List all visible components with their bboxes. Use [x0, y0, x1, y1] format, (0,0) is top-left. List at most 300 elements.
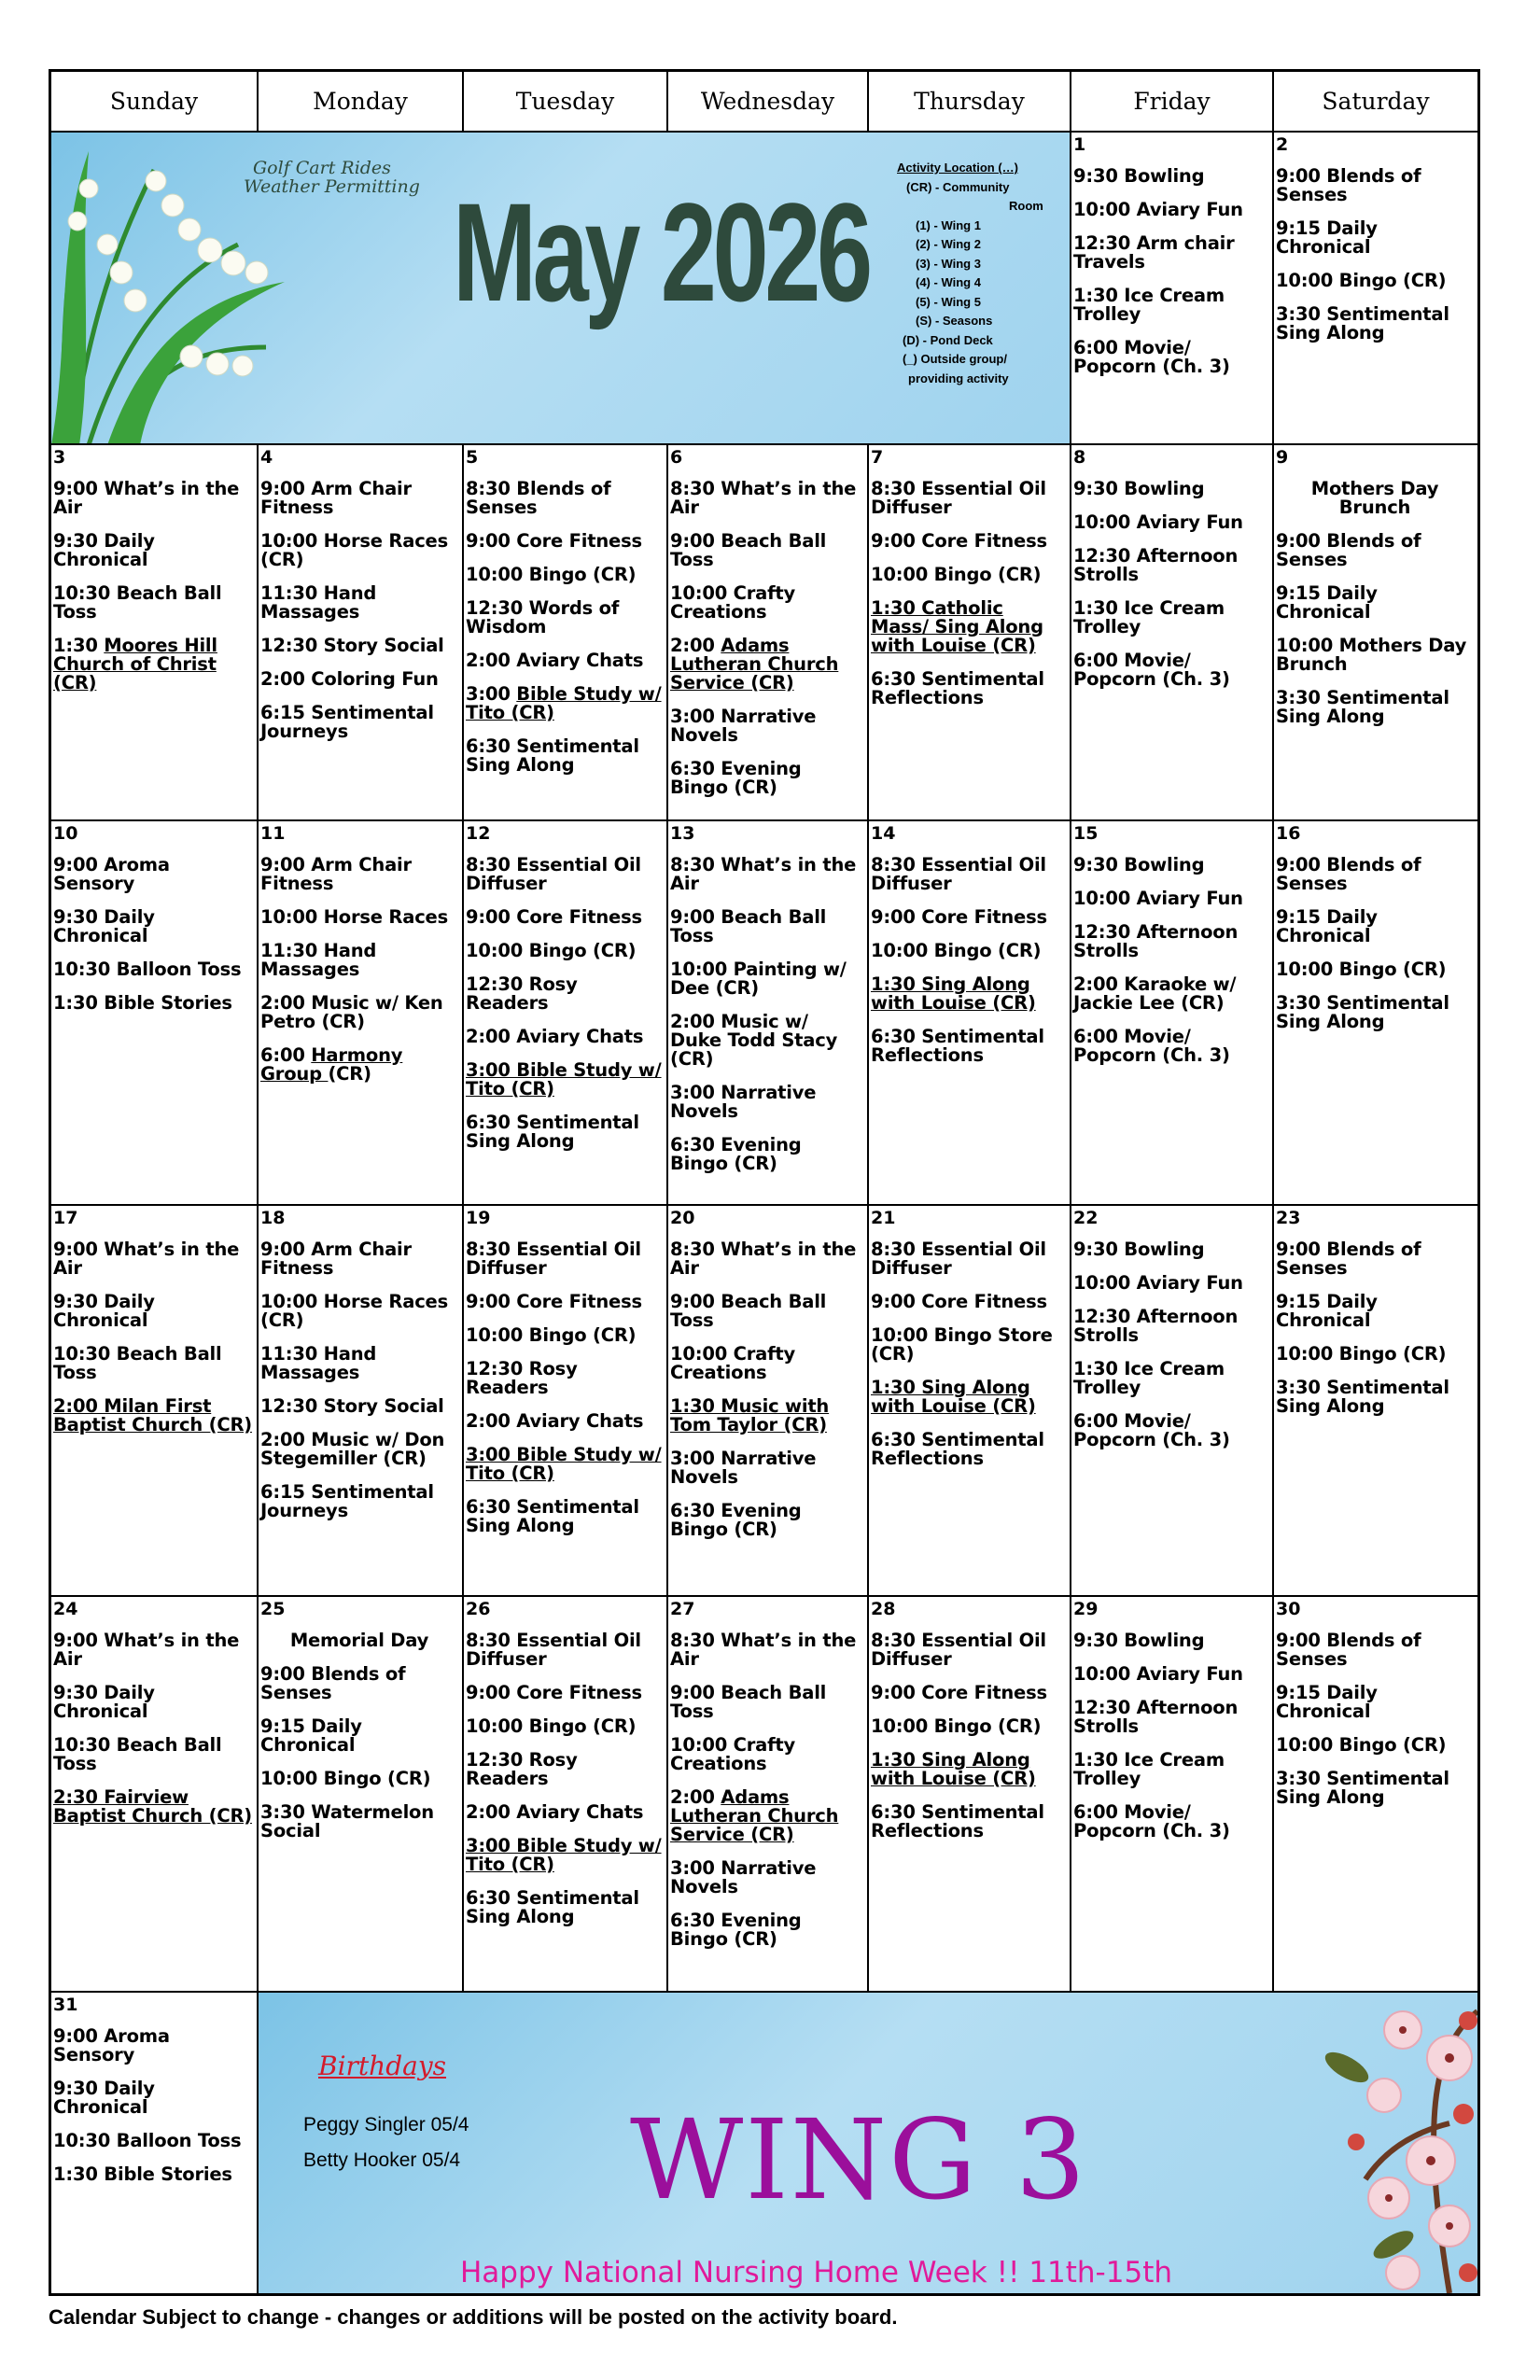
activity-text: 9:00 What’s in the Air: [53, 1239, 240, 1279]
activity-item: [51, 2079, 257, 2117]
activity-text: 2:00 Aviary Chats: [466, 1801, 644, 1823]
activity-text: 9:15 Daily Chronical: [1276, 906, 1378, 946]
date-number: 27: [670, 1599, 695, 1619]
date-number: 20: [670, 1208, 695, 1228]
day-header-6: Saturday: [1274, 72, 1477, 133]
date-number: 15: [1073, 823, 1099, 844]
activity-item: [464, 1751, 666, 1788]
wing-label: WING 3: [630, 2095, 1087, 2224]
calendar-grid: [49, 69, 1480, 2296]
activity-item: [869, 1684, 1070, 1702]
activity-item: [1274, 637, 1477, 674]
activity-item: [259, 704, 462, 741]
activity-text: 11:30 Hand Massages: [260, 940, 377, 980]
activity-text: 9:15 Daily Chronical: [1276, 1291, 1378, 1331]
activity-outside-group: 2:30 Fairview Baptist Church (CR): [53, 1786, 252, 1827]
activity-text: 9:15 Daily Chronical: [1276, 1682, 1378, 1722]
date-number: 11: [260, 823, 286, 844]
day-header-1: Monday: [259, 72, 464, 133]
activity-text: 9:30 Daily Chronical: [53, 2078, 155, 2118]
activity-text: 8:30 Essential Oil Diffuser: [466, 1630, 641, 1670]
activity-item: [668, 1345, 867, 1382]
activity-item: [51, 960, 257, 979]
activity-item: [464, 1837, 666, 1874]
activity-item: [869, 480, 1070, 517]
activity-text: 8:30 Essential Oil Diffuser: [871, 854, 1046, 894]
activity-text: 8:30 Essential Oil Diffuser: [871, 1239, 1046, 1279]
activity-text: 9:00 Blends of Senses: [1276, 530, 1421, 570]
date-number: 21: [871, 1208, 896, 1228]
activity-text: 3:00 Narrative Novels: [670, 1082, 817, 1122]
activity-item: [668, 1502, 867, 1539]
day-cell[interactable]: [1274, 133, 1477, 445]
activity-item: [51, 1345, 257, 1382]
golf-line-1: Golf Cart Rides: [253, 158, 391, 178]
day-cell[interactable]: [464, 821, 668, 1206]
activity-item: [1274, 1240, 1477, 1278]
activity-item: [464, 1113, 666, 1151]
activity-item: [1071, 1699, 1272, 1736]
activity-item: [668, 1397, 867, 1435]
activity-text: 9:00 Beach Ball Toss: [670, 1291, 827, 1331]
activity-text: 1:30 Ice Cream Trolley: [1073, 1749, 1225, 1789]
activity-item: [259, 942, 462, 979]
activity-text: 9:00 Blends of Senses: [260, 1663, 406, 1703]
activity-text: 10:00 Aviary Fun: [1073, 888, 1243, 909]
legend-line: providing activity: [908, 371, 1009, 385]
activity-text: 10:00 Bingo (CR): [466, 940, 637, 961]
activity-text: 9:30 Daily Chronical: [53, 530, 155, 570]
activity-text: 10:00 Aviary Fun: [1073, 511, 1243, 533]
activity-item: [1071, 339, 1272, 376]
activity-text: 9:00 Core Fitness: [466, 1682, 642, 1703]
day-cell[interactable]: [869, 445, 1071, 821]
activity-item: [668, 1136, 867, 1173]
activity-text: 6:30 Sentimental Reflections: [871, 668, 1044, 708]
activity-text: 6:30 Evening Bingo (CR): [670, 758, 802, 798]
activity-text: 10:00 Aviary Fun: [1073, 1663, 1243, 1685]
activity-item: [259, 1483, 462, 1520]
day-cell[interactable]: [668, 1597, 869, 1993]
activity-item: [51, 1684, 257, 1721]
activity-item: [1274, 219, 1477, 257]
activity-item: [464, 1028, 666, 1046]
activity-item: [869, 942, 1070, 960]
activity-item: [869, 1293, 1070, 1311]
activity-item: [51, 532, 257, 569]
activity-item: [464, 1631, 666, 1669]
activity-text: 3:30 Sentimental Sing Along: [1276, 687, 1449, 727]
activity-text: 2:00 Coloring Fun: [260, 668, 439, 690]
activity-text: 9:00 What’s in the Air: [53, 1630, 240, 1670]
activity-item: [1274, 305, 1477, 343]
activity-item: [51, 994, 257, 1013]
activity-outside-group: 3:00 Bible Study w/ Tito (CR): [466, 1059, 662, 1099]
activity-text: Mothers Day Brunch: [1310, 478, 1439, 518]
day-cell[interactable]: [259, 445, 464, 821]
activity-text: 9:30 Bowling: [1073, 854, 1205, 875]
activity-text: 9:30 Daily Chronical: [53, 1682, 155, 1722]
activity-text: 6:30 Evening Bingo (CR): [670, 1134, 802, 1174]
day-cell[interactable]: [668, 1206, 869, 1597]
activity-text: 3:30 Sentimental Sing Along: [1276, 303, 1449, 343]
legend-line: (5) - Wing 5: [916, 294, 981, 309]
activity-item: [464, 1326, 666, 1345]
activity-outside-group: 1:30 Catholic Mass/ Sing Along with Louise (CR): [871, 597, 1043, 656]
activity-text: 6:00 Movie/ Popcorn (Ch. 3): [1073, 650, 1230, 690]
date-number: 3: [53, 447, 66, 468]
activity-text: 2:00 Aviary Chats: [466, 1026, 644, 1047]
activity-text: 6:15 Sentimental Journeys: [260, 1481, 434, 1521]
activity-text: 2:00: [670, 635, 721, 656]
date-number: 18: [260, 1208, 286, 1228]
activity-text: 9:00 Aroma Sensory: [53, 2025, 170, 2065]
activity-text: 10:00 Bingo (CR): [466, 564, 637, 585]
day-cell[interactable]: [464, 445, 668, 821]
activity-item: [668, 480, 867, 517]
activity-item: [668, 960, 867, 998]
date-number: 25: [260, 1599, 286, 1619]
date-number: 1: [1073, 134, 1086, 155]
activity-item: [668, 1084, 867, 1121]
date-number: 29: [1073, 1599, 1099, 1619]
activity-text: 10:30 Balloon Toss: [53, 2130, 242, 2151]
golf-line-2: Weather Permitting: [244, 176, 420, 197]
activity-text: 9:30 Daily Chronical: [53, 906, 155, 946]
activity-text: 9:00 Blends of Senses: [1276, 165, 1421, 205]
day-cell[interactable]: [464, 1597, 668, 1993]
legend-line: (3) - Wing 3: [916, 256, 981, 271]
activity-location: (CR): [328, 1063, 371, 1085]
activity-item: [464, 651, 666, 670]
activity-item: [668, 908, 867, 945]
activity-item: [668, 1449, 867, 1487]
activity-item: [259, 637, 462, 655]
date-number: 17: [53, 1208, 78, 1228]
activity-item: [668, 1013, 867, 1069]
activity-item: [668, 584, 867, 622]
activity-text: 11:30 Hand Massages: [260, 1343, 377, 1383]
activity-text: 9:30 Bowling: [1073, 1239, 1205, 1260]
activity-text: 2:00 Music w/ Don Stegemiller (CR): [260, 1429, 445, 1469]
activity-item: [1274, 272, 1477, 290]
activity-text: 6:00 Movie/ Popcorn (Ch. 3): [1073, 1801, 1230, 1841]
activity-text: 8:30 What’s in the Air: [670, 854, 857, 894]
activity-text: 8:30 What’s in the Air: [670, 1239, 857, 1279]
day-cell[interactable]: [464, 1206, 668, 1597]
activity-text: 6:30 Sentimental Sing Along: [466, 1887, 639, 1927]
activity-outside-group: 3:00 Bible Study w/ Tito (CR): [466, 1835, 662, 1875]
day-header-4: Thursday: [869, 72, 1071, 133]
activity-text: 10:30 Beach Ball Toss: [53, 1734, 222, 1774]
date-number: 13: [670, 823, 695, 844]
activity-item: [1071, 234, 1272, 272]
activity-item: [1071, 1240, 1272, 1259]
activity-item: [1274, 856, 1477, 893]
activity-text: 3:00 Narrative Novels: [670, 1448, 817, 1488]
activity-item: [1071, 167, 1272, 186]
day-cell[interactable]: [1071, 1206, 1274, 1597]
legend-line: (2) - Wing 2: [916, 237, 981, 251]
activity-item: [1274, 1631, 1477, 1669]
activity-text: 12:30 Rosy Readers: [466, 1358, 578, 1398]
activity-item: [1071, 1274, 1272, 1293]
day-cell[interactable]: [1274, 1206, 1477, 1597]
activity-item: [869, 1803, 1070, 1841]
activity-text: 12:30 Afternoon Strolls: [1073, 1306, 1239, 1346]
activity-item: [464, 1684, 666, 1702]
activity-text: 10:00 Mothers Day Brunch: [1276, 635, 1467, 675]
activity-item: [869, 532, 1070, 551]
activity-outside-group: Adams Lutheran Church Service (CR): [670, 1786, 839, 1845]
activity-item: [51, 584, 257, 622]
day-cell[interactable]: [1071, 133, 1274, 445]
activity-text: 6:30 Sentimental Reflections: [871, 1026, 1044, 1066]
day-cell[interactable]: [51, 1206, 259, 1597]
date-number: 7: [871, 447, 884, 468]
activity-text: 10:00 Crafty Creations: [670, 582, 796, 623]
activity-text: 6:30 Evening Bingo (CR): [670, 1910, 802, 1950]
activity-item: [1274, 1379, 1477, 1416]
activity-text: 10:00 Bingo Store (CR): [871, 1324, 1053, 1365]
activity-text: 9:00 Core Fitness: [871, 1682, 1047, 1703]
activity-text: 9:30 Bowling: [1073, 165, 1205, 187]
activity-item: [51, 908, 257, 945]
activity-text: 3:30 Sentimental Sing Along: [1276, 1377, 1449, 1417]
activity-item: [1071, 599, 1272, 637]
activity-item: [1071, 1412, 1272, 1449]
activity-item: [259, 1293, 462, 1330]
activity-text: 6:30 Evening Bingo (CR): [670, 1500, 802, 1540]
day-cell[interactable]: [51, 821, 259, 1206]
activity-item: [464, 1293, 666, 1311]
activity-item: [51, 2165, 257, 2184]
activity-item: [464, 1360, 666, 1397]
activity-text: 12:30 Story Social: [260, 1395, 444, 1417]
activity-item: [668, 532, 867, 569]
wing-banner: [259, 1993, 1477, 2293]
activity-item: [464, 1889, 666, 1926]
activity-text: 9:00 Arm Chair Fitness: [260, 1239, 412, 1279]
activity-item: [464, 566, 666, 584]
day-cell[interactable]: [259, 1597, 464, 1993]
activity-item: [1071, 1665, 1272, 1684]
day-cell[interactable]: [869, 821, 1071, 1206]
activity-text: 2:00 Music w/ Duke Todd Stacy (CR): [670, 1011, 838, 1070]
activity-item: [668, 760, 867, 797]
activity-text: 10:00 Horse Races (CR): [260, 530, 448, 570]
activity-item: [869, 1717, 1070, 1736]
month-banner: [51, 133, 1071, 445]
activity-text: 12:30 Rosy Readers: [466, 973, 578, 1014]
activity-text: 9:00 Beach Ball Toss: [670, 530, 827, 570]
activity-text: 10:00 Aviary Fun: [1073, 199, 1243, 220]
day-header-5: Friday: [1071, 72, 1274, 133]
activity-item: [51, 1736, 257, 1773]
activity-item: [1071, 513, 1272, 532]
activity-outside-group: Moores Hill Church of Christ (CR): [53, 635, 217, 693]
activity-text: 10:00 Bingo (CR): [466, 1324, 637, 1346]
activity-item: [1071, 651, 1272, 689]
activity-text: 1:30 Bible Stories: [53, 992, 232, 1014]
activity-text: 9:00 Arm Chair Fitness: [260, 478, 412, 518]
activity-outside-group: Harmony Group: [260, 1044, 403, 1085]
activity-text: Memorial Day: [289, 1630, 429, 1651]
day-cell[interactable]: [259, 821, 464, 1206]
activity-text: 9:00 Core Fitness: [871, 1291, 1047, 1312]
activity-text: 8:30 Essential Oil Diffuser: [466, 854, 641, 894]
activity-item: [869, 1379, 1070, 1416]
date-number: 23: [1276, 1208, 1301, 1228]
date-number: 31: [53, 1995, 78, 2015]
day-cell[interactable]: [1071, 445, 1274, 821]
day-cell[interactable]: [668, 445, 869, 821]
activity-text: 9:15 Daily Chronical: [1276, 582, 1378, 623]
activity-text: 9:00 Aroma Sensory: [53, 854, 170, 894]
activity-text: 10:00 Crafty Creations: [670, 1343, 796, 1383]
activity-item: [1071, 856, 1272, 875]
activity-item: [464, 1446, 666, 1483]
activity-item: [464, 532, 666, 551]
activity-item: [668, 1911, 867, 1949]
activity-text: 8:30 Essential Oil Diffuser: [871, 1630, 1046, 1670]
activity-text: 8:30 What’s in the Air: [670, 1630, 857, 1670]
day-cell[interactable]: [1071, 1597, 1274, 1993]
day-cell[interactable]: [668, 821, 869, 1206]
activity-item: [869, 975, 1070, 1013]
date-number: 30: [1276, 1599, 1301, 1619]
day-cell[interactable]: [259, 1206, 464, 1597]
activity-text: 2:00 Karaoke w/ Jackie Lee (CR): [1073, 973, 1237, 1014]
day-cell[interactable]: [1274, 821, 1477, 1206]
activity-item: [668, 1240, 867, 1278]
activity-item: [259, 994, 462, 1031]
activity-text: 12:30 Afternoon Strolls: [1073, 921, 1239, 961]
activity-text: 12:30 Afternoon Strolls: [1073, 1697, 1239, 1737]
activity-item: [869, 1028, 1070, 1065]
activity-item: [869, 599, 1070, 655]
activity-item: [51, 637, 257, 693]
date-number: 9: [1276, 447, 1289, 468]
activity-item: [51, 1293, 257, 1330]
day-cell[interactable]: [869, 1597, 1071, 1993]
activity-item: [1071, 201, 1272, 219]
activity-text: 10:00 Bingo (CR): [1276, 959, 1447, 980]
activity-outside-group: 3:00 Bible Study w/ Tito (CR): [466, 1444, 662, 1484]
activity-text: 6:30 Sentimental Sing Along: [466, 1112, 639, 1152]
activity-item: [464, 942, 666, 960]
activity-outside-group: 1:30 Sing Along with Louise (CR): [871, 1749, 1036, 1789]
day-cell[interactable]: [1274, 445, 1477, 821]
activity-text: 2:00 Music w/ Ken Petro (CR): [260, 992, 443, 1032]
activity-text: 9:00 What’s in the Air: [53, 478, 240, 518]
activity-item: [1274, 960, 1477, 979]
activity-text: 10:00 Bingo (CR): [1276, 270, 1447, 291]
blossom-art: [1291, 1993, 1477, 2293]
activity-item: [259, 1665, 462, 1702]
activity-text: 9:00 Core Fitness: [871, 906, 1047, 928]
legend-line: (_) Outside group/: [903, 352, 1007, 366]
date-number: 14: [871, 823, 896, 844]
activity-item: [869, 670, 1070, 707]
day-cell[interactable]: [51, 445, 259, 821]
activity-item: [869, 1326, 1070, 1364]
activity-item: [259, 480, 462, 517]
activity-item: [464, 685, 666, 722]
activity-text: 9:00 Core Fitness: [871, 530, 1047, 552]
activity-item: [259, 1431, 462, 1468]
activity-text: 10:00 Horse Races: [260, 906, 448, 928]
activity-item: [869, 1751, 1070, 1788]
activity-text: 8:30 What’s in the Air: [670, 478, 857, 518]
activity-outside-group: 1:30 Music with Tom Taylor (CR): [670, 1395, 830, 1435]
activity-item: [1274, 167, 1477, 204]
activity-item: [464, 599, 666, 637]
date-number: 26: [466, 1599, 491, 1619]
activity-text: 10:00 Bingo (CR): [871, 1715, 1042, 1737]
day-cell[interactable]: [1071, 821, 1274, 1206]
activity-item: [51, 1788, 257, 1826]
date-number: 22: [1073, 1208, 1099, 1228]
activity-text: 11:30 Hand Massages: [260, 582, 377, 623]
activity-item: [1274, 1736, 1477, 1755]
activity-item: [1274, 994, 1477, 1031]
activity-text: 10:00 Bingo (CR): [871, 940, 1042, 961]
activity-text: 2:00 Aviary Chats: [466, 1410, 644, 1432]
activity-text: 6:00: [260, 1044, 312, 1066]
activity-item: [869, 1631, 1070, 1669]
birthdays-title: Birthdays: [318, 2051, 447, 2081]
legend-line: Activity Location (…): [897, 161, 1019, 175]
activity-text: 9:00 Blends of Senses: [1276, 854, 1421, 894]
birthday-entry: Peggy Singler 05/4: [303, 2114, 469, 2135]
date-number: 24: [53, 1599, 78, 1619]
activity-text: 12:30 Rosy Readers: [466, 1749, 578, 1789]
activity-item: [1274, 689, 1477, 726]
activity-text: 6:30 Sentimental Sing Along: [466, 1496, 639, 1536]
activity-text: 10:00 Aviary Fun: [1073, 1272, 1243, 1294]
activity-item: [51, 2027, 257, 2065]
activity-text: 3:00 Narrative Novels: [670, 1857, 817, 1897]
day-cell[interactable]: [51, 1993, 259, 2293]
activity-item: [668, 856, 867, 893]
activity-text: 3:00: [466, 683, 517, 705]
activity-text: 9:00 Beach Ball Toss: [670, 906, 827, 946]
day-header-3: Wednesday: [668, 72, 869, 133]
activity-text: 6:00 Movie/ Popcorn (Ch. 3): [1073, 1026, 1230, 1066]
activity-text: 9:30 Bowling: [1073, 478, 1205, 499]
activity-item: [259, 1770, 462, 1788]
activity-text: 8:30 Essential Oil Diffuser: [466, 1239, 641, 1279]
day-cell[interactable]: [869, 1206, 1071, 1597]
activity-item: [51, 480, 257, 517]
activity-item: [1071, 1631, 1272, 1650]
activity-item: [464, 975, 666, 1013]
activity-text: 10:00 Bingo (CR): [260, 1768, 431, 1789]
activity-item: [1274, 584, 1477, 622]
day-cell[interactable]: [51, 1597, 259, 1993]
activity-item: [259, 584, 462, 622]
activity-outside-group: Bible Study w/ Tito (CR): [466, 683, 662, 723]
activity-item: [668, 1788, 867, 1844]
activity-text: 9:15 Daily Chronical: [1276, 217, 1378, 258]
activity-text: 10:00 Bingo (CR): [871, 564, 1042, 585]
activity-text: 9:00 Blends of Senses: [1276, 1630, 1421, 1670]
month-title: May 2026: [453, 174, 869, 330]
date-number: 10: [53, 823, 78, 844]
activity-item: [259, 670, 462, 689]
day-cell[interactable]: [1274, 1597, 1477, 1993]
